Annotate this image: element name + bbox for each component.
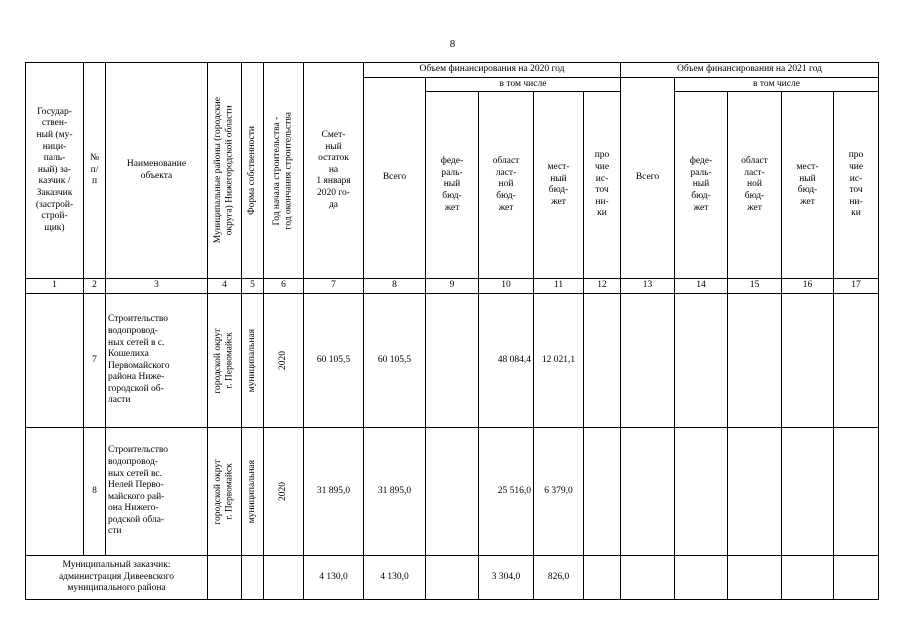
total-2021 <box>621 556 675 600</box>
object-name: Строительство водопровод- ных сетей в с. Кошелиха Первомайского района Ниже- городской об- ласти <box>106 294 208 428</box>
regional-2021 <box>728 294 782 428</box>
table-row <box>26 294 879 428</box>
column-number: 10 <box>479 279 534 294</box>
federal-2020 <box>426 294 479 428</box>
local-2021 <box>782 556 834 600</box>
header-total-2021: Всего <box>621 77 675 279</box>
header-group-2020: Объем финансирования на 2020 год <box>364 63 621 78</box>
header-reg-2021: област ласт- ной бюд- жет <box>728 92 782 279</box>
column-number: 2 <box>84 279 106 294</box>
column-number: 5 <box>242 279 264 294</box>
regional-2021 <box>728 556 782 600</box>
ownership-text: муниципальная <box>246 329 257 393</box>
district-text: городской округ г. Первомайск <box>213 327 235 394</box>
header-districts <box>208 63 242 279</box>
summary-balance: 4 130,0 <box>304 556 364 600</box>
table-row <box>26 428 879 556</box>
summary-local-2020: 826,0 <box>534 556 584 600</box>
local-2021 <box>782 428 834 556</box>
row-number: 8 <box>84 428 106 556</box>
summary-label: Муниципальный заказчик: администрация Дивеевского муниципального района <box>26 556 208 600</box>
header-customer: Государ- ствен- ный (му- ници- паль- ный) за- казчик / Заказчик (застрой- строй- щик) <box>26 63 84 279</box>
column-number: 1 <box>26 279 84 294</box>
federal-2021 <box>675 428 728 556</box>
column-number: 13 <box>621 279 675 294</box>
total-2020: 60 105,5 <box>364 294 426 428</box>
header-ownership-text: Форма собственности <box>246 126 257 215</box>
district-text: городской округ г. Первомайск <box>213 458 235 525</box>
customer-cell <box>26 294 84 428</box>
column-number: 8 <box>364 279 426 294</box>
summary-regional-2020: 3 304,0 <box>479 556 534 600</box>
column-number: 17 <box>834 279 879 294</box>
local-2021 <box>782 294 834 428</box>
header-districts-text: Муниципальные районы (городские округа) Нижегородской области <box>213 97 235 244</box>
regional-2020: 25 516,0 <box>479 428 534 556</box>
header-years <box>264 63 304 279</box>
page-number: 8 <box>449 38 456 50</box>
year-cell <box>264 428 304 556</box>
column-number: 6 <box>264 279 304 294</box>
header-loc-2021: мест- ный бюд- жет <box>782 92 834 279</box>
other-2021 <box>834 556 879 600</box>
header-loc-2020: мест- ный бюд- жет <box>534 92 584 279</box>
header-number: № п/ п <box>84 63 106 279</box>
column-number: 14 <box>675 279 728 294</box>
object-name: Строительство водопровод- ных сетей вс. Нелей Перво- майского рай- она Нижего- родской обла- сти <box>106 428 208 556</box>
regional-2021 <box>728 428 782 556</box>
summary-row <box>26 556 879 600</box>
local-2020: 6 379,0 <box>534 428 584 556</box>
other-2020 <box>584 556 621 600</box>
summary-total-2020: 4 130,0 <box>364 556 426 600</box>
other-2021 <box>834 294 879 428</box>
year-text: 2020 <box>277 351 288 371</box>
year-cell <box>264 294 304 428</box>
header-total-2020: Всего <box>364 77 426 279</box>
column-number: 16 <box>782 279 834 294</box>
header-incl-2020: в том числе <box>426 77 621 92</box>
district-cell <box>208 294 242 428</box>
column-number-row <box>26 279 879 294</box>
federal-2020 <box>426 428 479 556</box>
header-reg-2020: област ласт- ной бюд- жет <box>479 92 534 279</box>
ownership-text: муниципальная <box>246 460 257 524</box>
header-ownership <box>242 63 264 279</box>
header-group-2021: Объем финансирования на 2021 год <box>621 63 879 78</box>
total-2021 <box>621 428 675 556</box>
estimated-balance: 60 105,5 <box>304 294 364 428</box>
regional-2020: 48 084,4 <box>479 294 534 428</box>
column-number: 9 <box>426 279 479 294</box>
column-number: 11 <box>534 279 584 294</box>
header-object-name: Наименование объекта <box>106 63 208 279</box>
ownership-cell <box>242 294 264 428</box>
column-number: 7 <box>304 279 364 294</box>
customer-cell <box>26 428 84 556</box>
header-fed-2021: феде- раль- ный бюд- жет <box>675 92 728 279</box>
column-number: 4 <box>208 279 242 294</box>
federal-2021 <box>675 556 728 600</box>
other-2020 <box>584 294 621 428</box>
year-text: 2020 <box>277 482 288 502</box>
year-cell <box>264 556 304 600</box>
total-2020: 31 895,0 <box>364 428 426 556</box>
ownership-cell <box>242 428 264 556</box>
other-2020 <box>584 428 621 556</box>
district-cell <box>208 556 242 600</box>
total-2021 <box>621 294 675 428</box>
header-years-text: Год начала строительства - год окончания строительства <box>272 111 294 230</box>
federal-2020 <box>426 556 479 600</box>
header-other-2021: про чие ис- точ ни- ки <box>834 92 879 279</box>
estimated-balance: 31 895,0 <box>304 428 364 556</box>
local-2020: 12 021,1 <box>534 294 584 428</box>
financing-table <box>25 62 879 600</box>
header-other-2020: про чие ис- точ ни- ки <box>584 92 621 279</box>
header-balance: Смет- ный остаток на 1 января 2020 го- да <box>304 63 364 279</box>
row-number: 7 <box>84 294 106 428</box>
federal-2021 <box>675 294 728 428</box>
column-number: 12 <box>584 279 621 294</box>
header-fed-2020: феде- раль- ный бюд- жет <box>426 92 479 279</box>
header-incl-2021: в том числе <box>675 77 879 92</box>
column-number: 3 <box>106 279 208 294</box>
column-number: 15 <box>728 279 782 294</box>
other-2021 <box>834 428 879 556</box>
district-cell <box>208 428 242 556</box>
ownership-cell <box>242 556 264 600</box>
